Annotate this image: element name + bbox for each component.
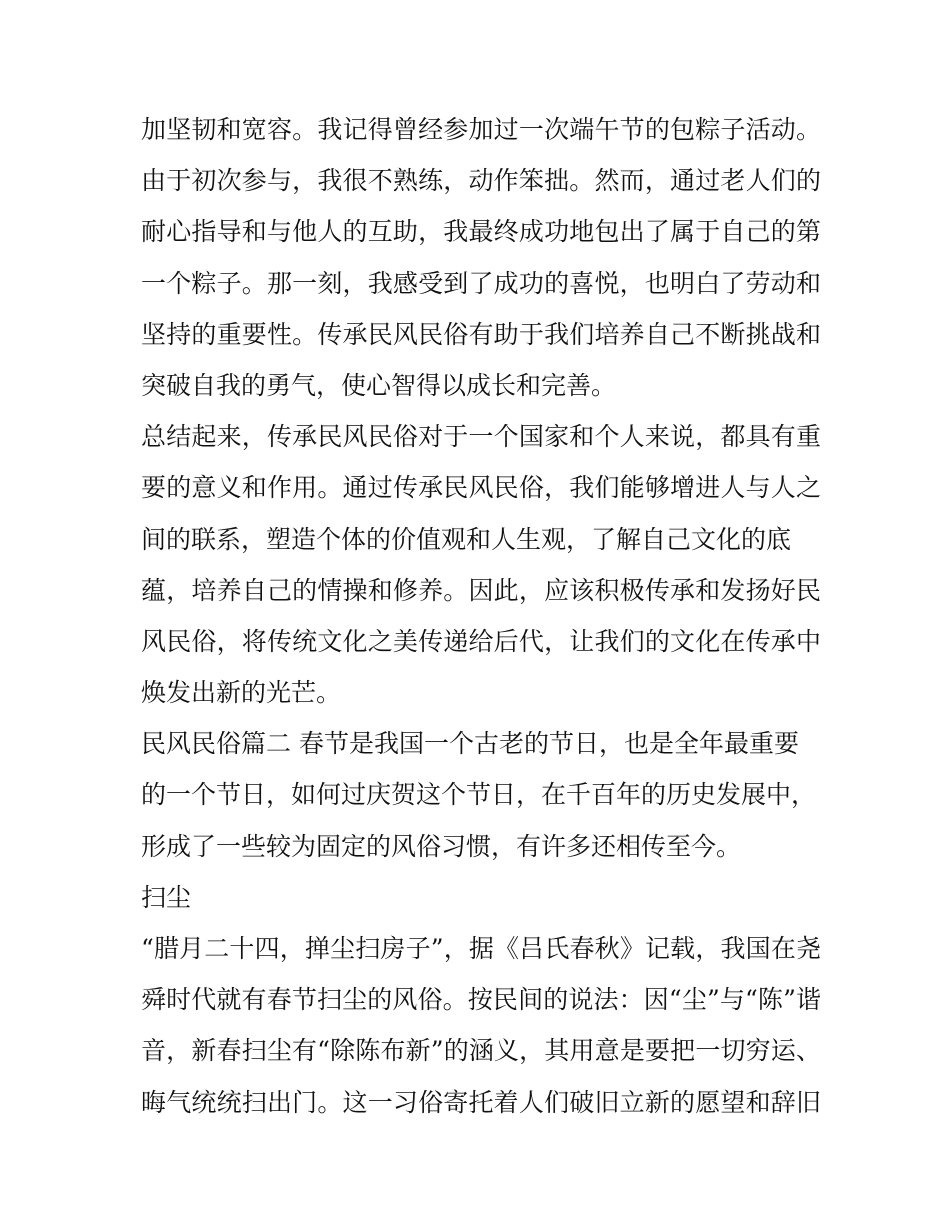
text-line: 风民俗，将传统文化之美传递给后代，让我们的文化在传承中: [141, 626, 821, 656]
text-line: 由于初次参与，我很不熟练，动作笨拙。然而，通过老人们的: [141, 166, 821, 196]
text-line: 音，新春扫尘有“除陈布新”的涵义，其用意是要把一切穷运、: [141, 1036, 821, 1066]
section-heading: 民风民俗篇二 春节是我国一个古老的节日，也是全年最重要: [141, 729, 799, 759]
body-text: [141, 104, 821, 1128]
text-line: “腊月二十四，掸尘扫房子”，据《吕氏春秋》记载，我国在尧: [141, 934, 821, 963]
text-line: 一个粽子。那一刻，我感受到了成功的喜悦，也明白了劳动和: [141, 268, 821, 298]
text-line: 晦气统统扫出门。这一习俗寄托着人们破旧立新的愿望和辞旧: [141, 1087, 821, 1117]
subheading: 扫尘: [141, 882, 192, 912]
text-line: 蕴，培养自己的情操和修养。因此，应该积极传承和发扬好民: [141, 575, 821, 605]
text-line: 的一个节日，如何过庆贺这个节日，在千百年的历史发展中，: [141, 780, 817, 810]
text-line: 焕发出新的光芒。: [141, 678, 342, 708]
text-line: 耐心指导和与他人的互助，我最终成功地包出了属于自己的第: [141, 217, 821, 247]
text-line: 突破自我的勇气，使心智得以成长和完善。: [141, 370, 617, 400]
text-line: 形成了一些较为固定的风俗习惯，有许多还相传至今。: [141, 831, 742, 861]
text-line: 舜时代就有春节扫尘的风俗。按民间的说法：因“尘”与“陈”谐: [141, 985, 821, 1015]
text-line: 坚持的重要性。传承民风民俗有助于我们培养自己不断挑战和: [141, 319, 821, 349]
text-line: 间的联系，塑造个体的价值观和人生观，了解自己文化的底: [141, 524, 792, 554]
text-line: 要的意义和作用。通过传承民风民俗，我们能够增进人与人之: [141, 473, 821, 503]
text-line: 总结起来，传承民风民俗对于一个国家和个人来说，都具有重: [141, 422, 821, 452]
text-line: 加坚韧和宽容。我记得曾经参加过一次端午节的包粽子活动。: [141, 115, 821, 144]
